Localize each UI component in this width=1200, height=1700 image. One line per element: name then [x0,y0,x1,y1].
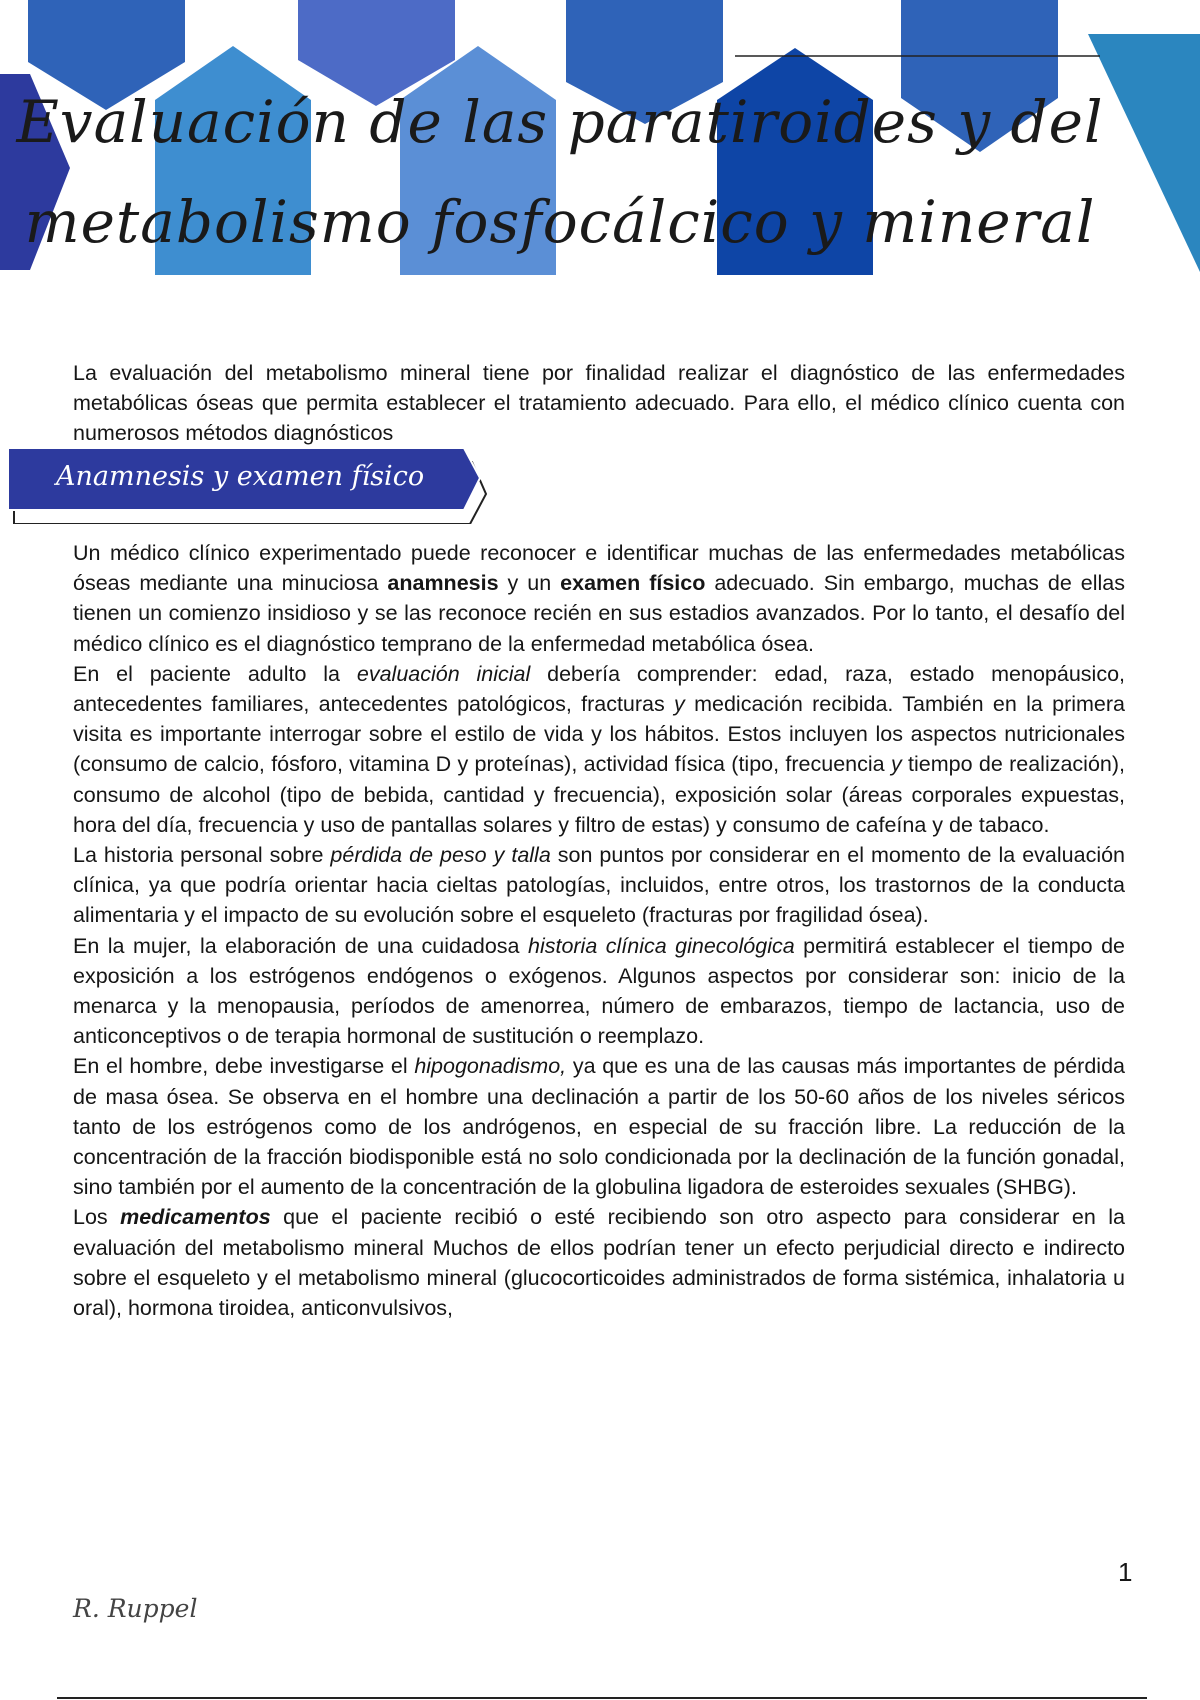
text-run: son puntos por considerar en el momento de la evaluación clínica, ya que podría orientar hacia cieltas patologías, incluidos, entre otros, los trastornos de la conducta alimentaria y el impacto de su evolución sobre el esqueleto (fracturas por fragilidad ósea). [73,843,1126,928]
italic-term: y [674,692,685,717]
page-number: 1 [1118,1557,1133,1587]
text-run: debería comprender: edad, raza, estado menopáusico, antecedentes familiares, antecedentes patológicos, fracturas [73,661,1126,717]
bold-term: examen físico [560,571,706,596]
text-run: En el paciente adulto la [73,661,357,686]
text-run: que el paciente recibió o esté recibiendo son otro aspecto para considerar en la evaluación del metabolismo mineral Muchos de ellos podrían tener un efecto perjudicial directo e indirecto sobre el esqueleto y el metabolismo mineral (glucocorticoides administrados de forma sistémica, inhalatoria u oral), hormona tiroidea, anticonvulsivos, [73,1205,1125,1321]
text-run: tiempo de realización), consumo de alcohol (tipo de bebida, cantidad y frecuencia), exposición solar (áreas corporales expuestas, hora del día, frecuencia y uso de pantallas solares y filtro de estas) y consumo de cafeína y de tabaco. [73,752,1126,837]
text-run: y un [498,571,561,596]
text-run: permitirá establecer el tiempo de exposición a los estrógenos endógenos o exógenos. Algunos aspectos por considerar son: inicio de la menarca y la menopausia, períodos de amenorrea, número de embarazos, tiempo de lactancia, uso de anticonceptivos o de terapia hormonal de sustitución o reemplazo. [73,933,1125,1049]
paragraph-medications [73,1202,1125,1323]
text-run: adecuado. Sin embargo, muchas de ellas tienen un comienzo insidioso y se las reconoce recién en sus estadios avanzados. Por lo tanto, el desafío del médico clínico es el diagnóstico temprano de la enfermedad metabólica ósea. [73,571,1125,656]
text-run: En la mujer, la elaboración de una cuidadosa [73,933,528,958]
body-text [73,538,1125,1323]
page-title-line-2: metabolismo fosfocálcico y mineral [24,188,1096,256]
section-heading: Anamnesis y examen físico [56,461,425,492]
text-run: Los [73,1205,121,1230]
intro-paragraph: La evaluación del metabolismo mineral tiene por finalidad realizar el diagnóstico de las enfermedades metabólicas óseas que permita establecer el tratamiento adecuado. Para ello, el médico clínico cuenta con numerosos métodos diagnósticos [73,361,1125,446]
italic-term: hipogonadismo, [414,1054,567,1079]
paragraph-men [73,1051,1125,1202]
footer-divider [57,1697,1147,1699]
paragraph-women [73,931,1125,1052]
page-title-line-1: Evaluación de las paratiroides y del [16,88,1104,156]
italic-term: evaluación inicial [356,661,531,686]
bold-italic-term: medicamentos [120,1205,271,1230]
italic-term: historia clínica ginecológica [527,933,795,958]
author-signature: R. Ruppel [73,1594,198,1623]
text-run: En el hombre, debe investigarse el [73,1054,415,1079]
text-run: medicación recibida. También en la primera visita es importante interrogar sobre el estilo de vida y los hábitos. Estos incluyen los aspectos nutricionales (consumo de calcio, fósforo, vitamina D y proteínas), actividad física (tipo, frecuencia [73,692,1125,777]
paragraph-initial-evaluation [73,659,1125,840]
paragraph-weight-height [73,840,1125,931]
paragraph-anamnesis [73,538,1125,659]
italic-term: pérdida de peso y talla [330,843,551,868]
text-run: La historia personal sobre [73,843,331,868]
bold-term: anamnesis [387,571,499,596]
text-run: Un médico clínico experimentado puede reconocer e identificar muchas de las enfermedades metabólicas óseas mediante una minuciosa [73,541,1125,596]
text-run: ya que es una de las causas más importantes de pérdida de masa ósea. Se observa en el hombre una declinación a partir de los 50-60 años de los niveles séricos tanto de los estrógenos como de los andrógenos, en especial de su fracción libre. La reducción de la concentración de la fracción biodisponible está no solo condicionada por la declinación de la función gonadal, sino también por el aumento de la concentración de la globulina ligadora de esteroides sexuales (SHBG). [73,1054,1125,1200]
italic-term: y [890,752,902,777]
